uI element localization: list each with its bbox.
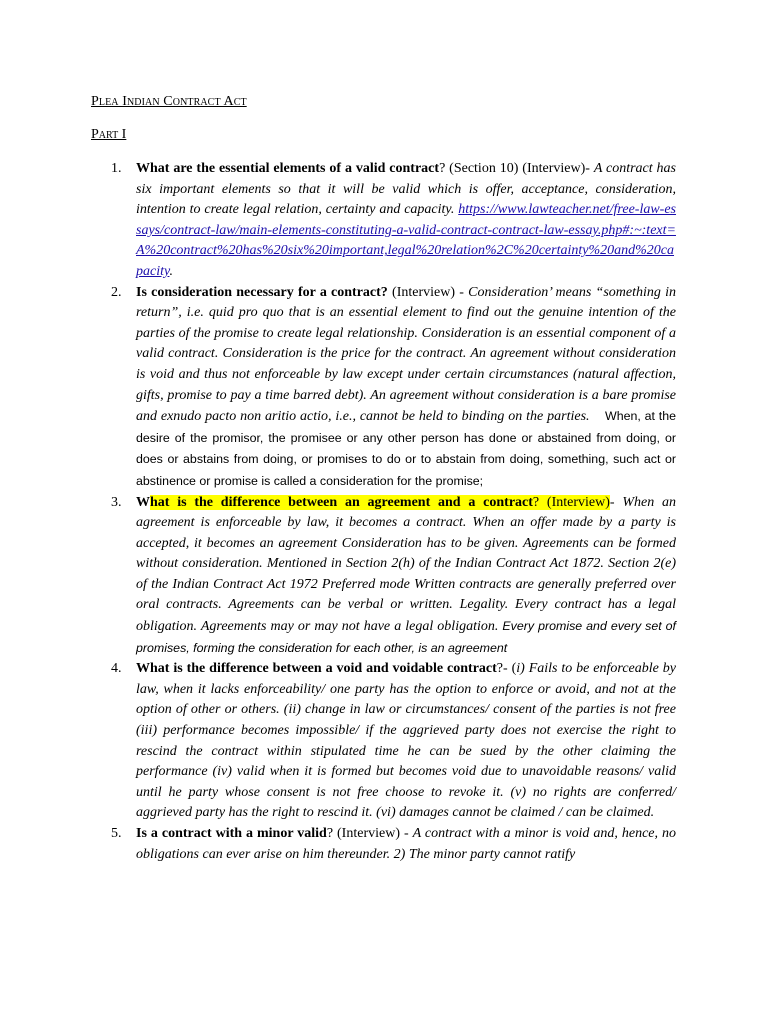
item-number: 2. xyxy=(111,284,122,300)
question-meta: ? (Interview) xyxy=(532,494,610,510)
item-number: 5. xyxy=(111,826,122,841)
item-number: 1. xyxy=(111,161,122,176)
question-first-letter: W xyxy=(136,494,150,510)
question-text: Is a contract with a minor valid xyxy=(136,826,327,841)
highlighted-question xyxy=(150,495,610,510)
list-item xyxy=(111,659,676,824)
definition-text: Every promise and every set of promises, forming the consideration for each other, is an agreement xyxy=(136,619,676,655)
question-text: hat is the difference between an agreement and a contract xyxy=(150,494,533,510)
question-meta: (Interview) - xyxy=(387,284,469,300)
item-number: 3. xyxy=(111,494,122,510)
question-text: Is consideration necessary for a contract? xyxy=(136,284,388,300)
question-text: What is the difference between a void and voidable contract xyxy=(136,661,497,677)
answer-text: A contract with a minor is void and, hence, no obligations can ever arise on him thereunder. 2) The minor party cannot ratify xyxy=(136,826,677,862)
reference-link[interactable]: https://www.lawteacher.net/free-law-essays/contract-law/main-elements-constituting-a-valid-contract-contract-law-essay.php#:~:text=A%20contract%20has%20six%20important,legal%20relation%2C%20certainty%20and%20capacity xyxy=(136,202,677,279)
list-item xyxy=(111,159,677,283)
answer-text: - When an agreement is enforceable by law, it becomes a contract. When an offer made by a party is accepted, it becomes an agreement Consideration has to be given. Agreements can be formed without consideration. Mentioned in Section 2(h) of the Indian Contract Act 1872. Section 2(e) of the Indian Contract Act 1972 Preferred mode Written contracts are generally preferred over oral contracts. Agreements can be verbal or written. Legality. Every contract has a legal obligation. Agreements may or may not have a legal obligation. xyxy=(136,494,676,635)
question-list xyxy=(111,159,677,865)
list-item xyxy=(111,493,676,660)
answer-text: A contract has six important elements so that it will be valid which is offer, acceptance, consideration, intention to create legal relation, certainty and capacity. xyxy=(136,161,677,218)
document-title: Plea Indian Contract Act xyxy=(91,94,247,109)
list-item xyxy=(111,824,677,865)
question-meta: ? (Section 10) (Interview)- xyxy=(439,161,590,176)
question-meta: ?- ( xyxy=(496,661,517,677)
link-period: . xyxy=(169,263,173,279)
part-heading: Part I xyxy=(91,127,127,142)
answer-text: Consideration’ means “something in return”, i.e. quid pro quo that is an essential element to find out the genuine intention of the parties of the promise to create legal relationship. Consideration is an essential component of a valid contract. Consideration is the price for the contract. An agreement without consideration is void and thus not enforceable by law except under certain circumstances (natural affection, gifts, promise to pay a time barred debt). An agreement without consideration is a bare promise and exnudo pacto non aritio actio, i.e., cannot be held to binding on the parties. xyxy=(136,284,676,425)
list-item xyxy=(111,283,676,493)
item-number: 4. xyxy=(111,661,122,677)
question-meta: ? (Interview) - xyxy=(326,826,413,841)
question-text: What are the essential elements of a valid contract xyxy=(136,161,440,176)
definition-text: When, at the desire of the promisor, the promisee or any other person has done or abstained from doing, or does or abstains from doing, or promises to do or to abstain from doing, something, such act or abstinence or promise is called a consideration for the promise; xyxy=(136,409,676,488)
answer-text: i) Fails to be enforceable by law, when it lacks enforceability/ one party has the option to enforce or avoid, and not at the option of other or others. (ii) change in law or circumstances/ consent of the parties is not free (iii) performance becomes impossible/ if the aggrieved party does not exercise the right to rescind the contract within stipulated time he can be sued by the other claiming the performance (iv) valid when it is formed but becomes void due to unavoidable reasons/ valid until he party whose consent is not free choose to revoke it. (v) no rights are conferred/ aggrieved party has the right to rescind it. (vi) damages cannot be claimed / can be claimed. xyxy=(136,661,676,821)
